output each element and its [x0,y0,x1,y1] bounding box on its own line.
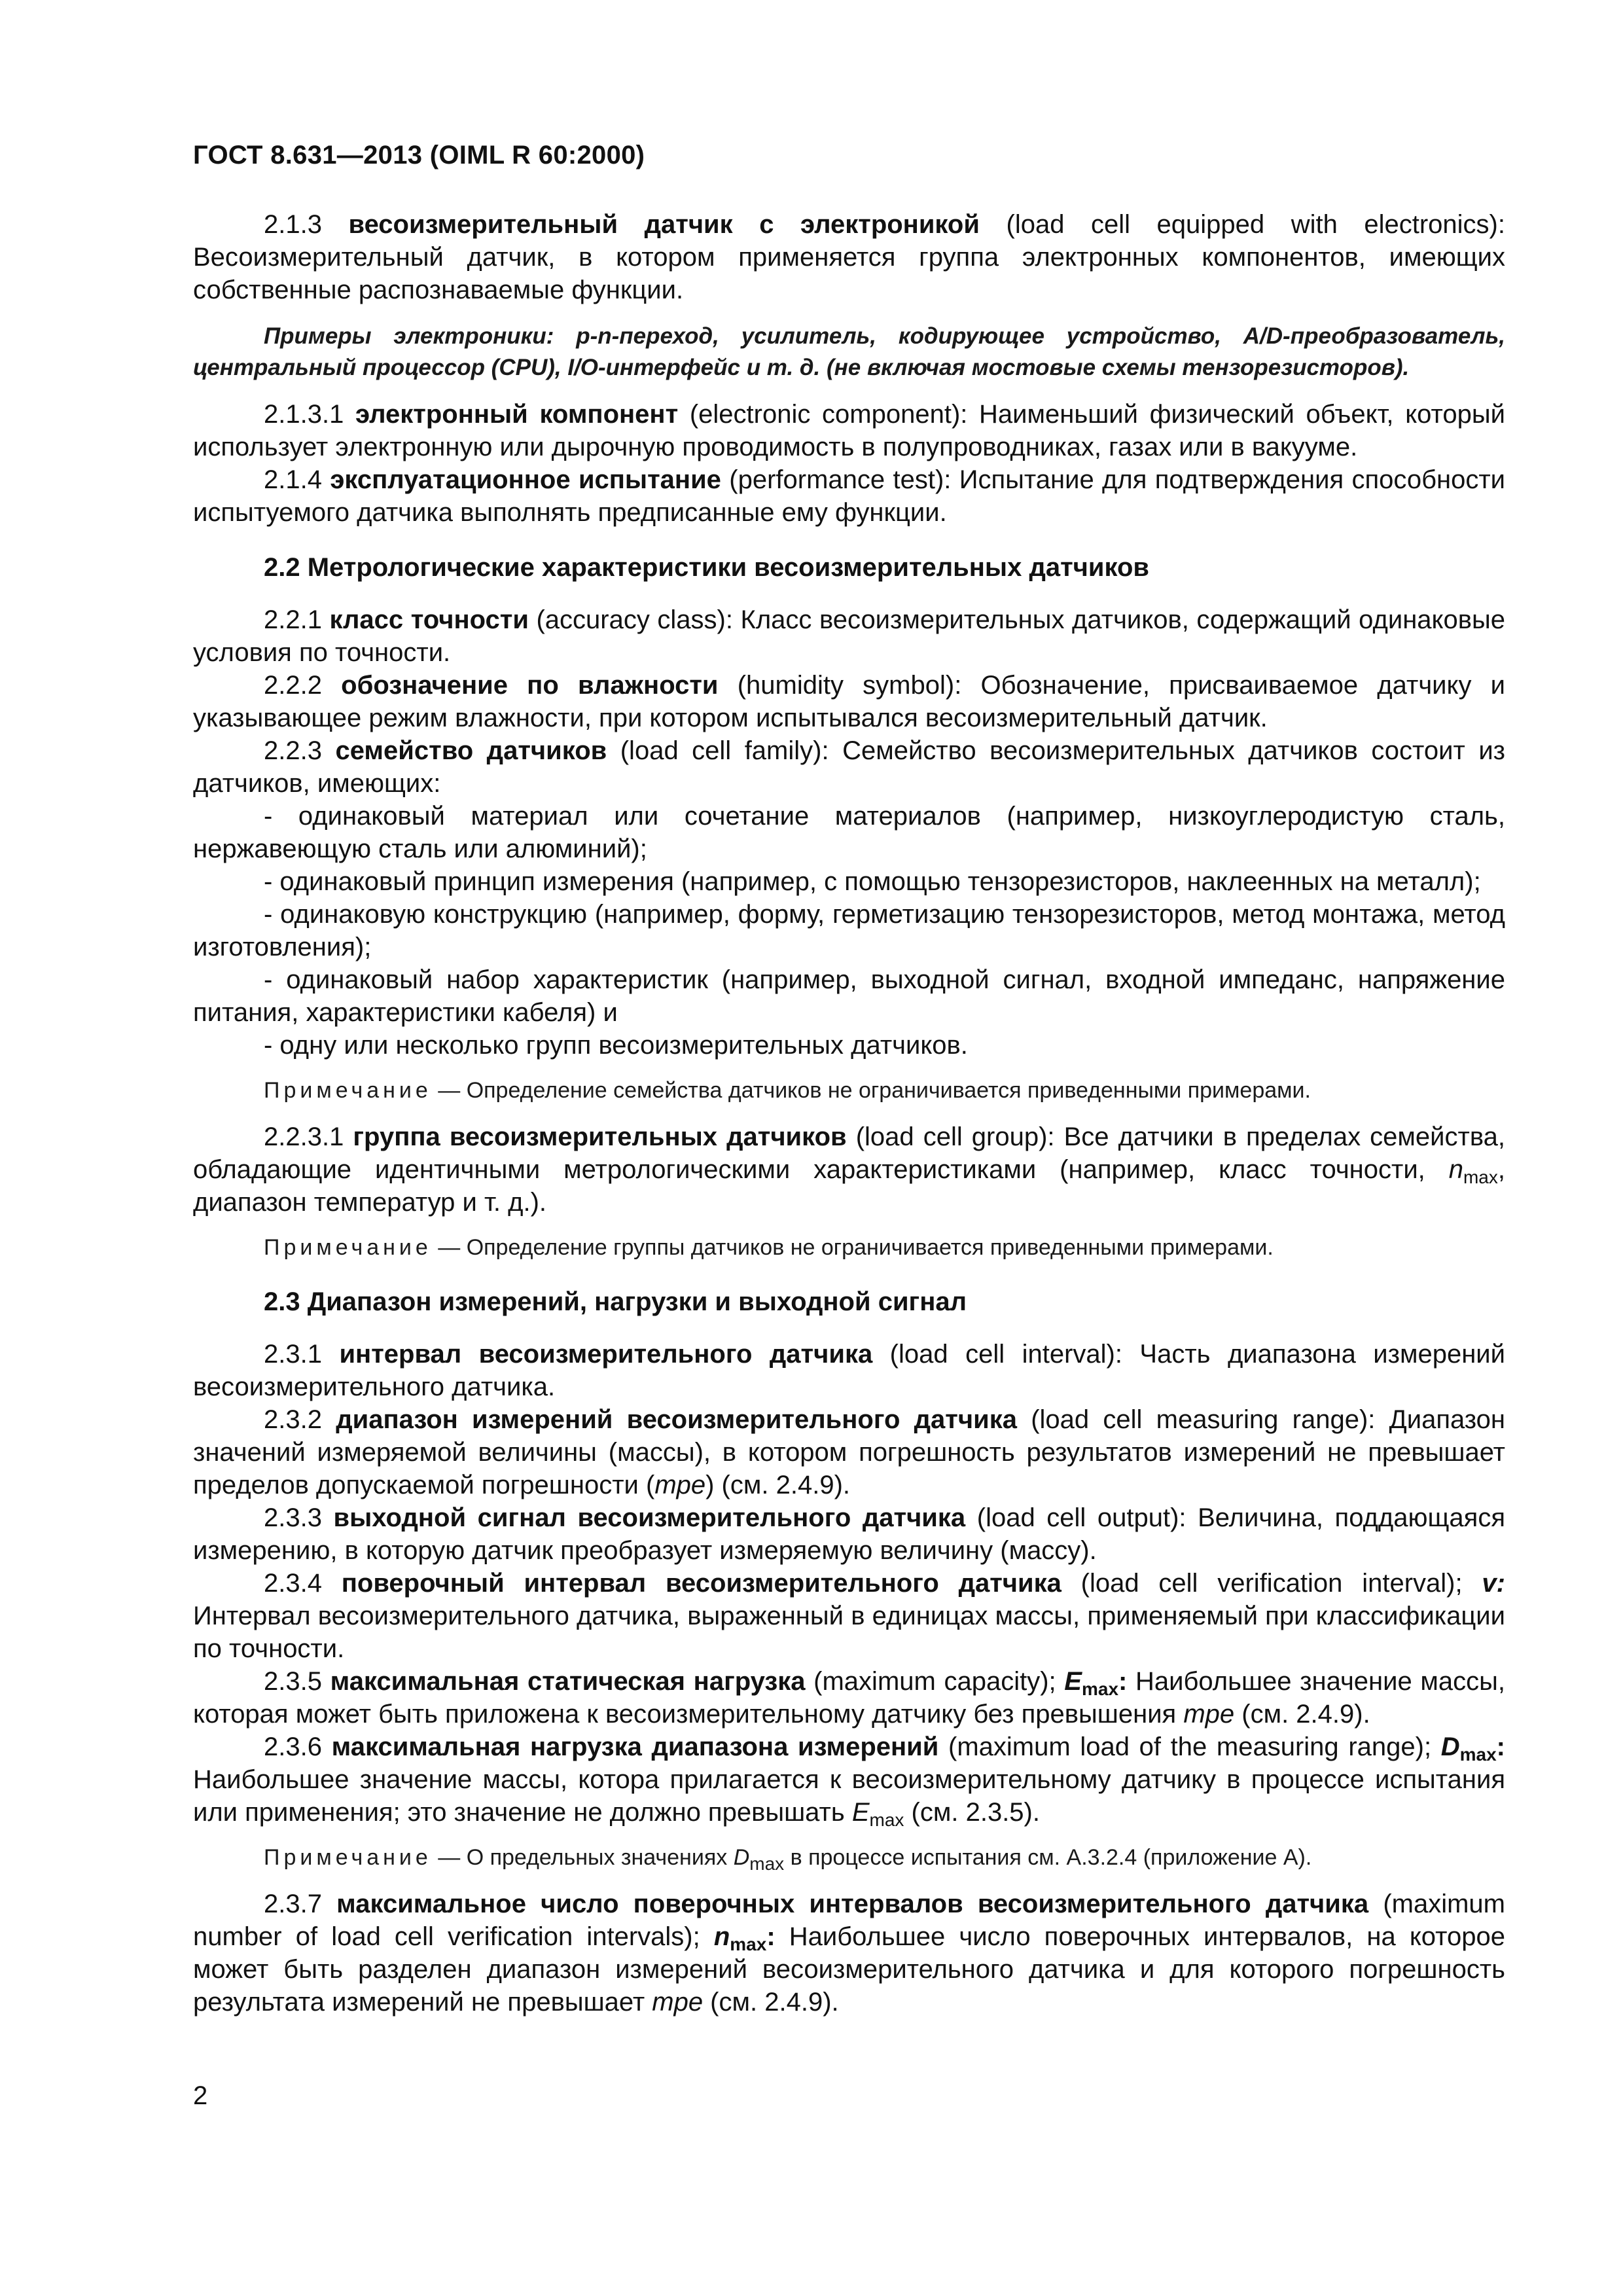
clause-2-3-4 [193,1567,1505,1665]
clause-text: , диапазон температур и т. д.). [193,1155,1505,1217]
clause-number: 2.3.5 [264,1667,322,1696]
note-text: — О предельных значениях [431,1845,734,1870]
clause-text: (load cell measuring range): Диапазон значений измеряемой величины (массы), в котором погрешность результатов измерений не превышает пределов допускаемой погрешности ( [193,1405,1506,1499]
page-number: 2 [193,2081,208,2110]
clause-number: 2.3.6 [264,1732,322,1761]
clause-text: Наибольшее число поверочных интервалов, на которое может быть разделен диапазон измерений весоизмерительного датчика и для которого погрешность результата измерений не превышает [193,1922,1505,2017]
subscript-max: max [869,1810,904,1830]
clause-term: поверочный интервал весоизмерительного датчика [341,1569,1061,1598]
subscript-max: max [730,1934,767,1954]
note-2-2-3-1 [193,1232,1505,1263]
clause-2-1-4 [193,463,1505,529]
clause-text: (maximum load of the measuring range); [938,1732,1441,1761]
list-item: - одинаковый принцип измерения (например, с помощью тензорезисторов, наклеенных на металл); [264,867,1481,896]
note-text: в процессе испытания см. А.3.2.4 (приложение А). [784,1845,1312,1870]
clause-2-2-3 [193,734,1505,800]
clause-term: выходной сигнал весоизмерительного датчика [333,1503,966,1532]
clause-2-3-6 [193,1731,1505,1829]
clause-text: (см. 2.4.9). [1234,1700,1370,1729]
clause-2-3-1 [193,1338,1505,1403]
symbol-v: v: [1482,1569,1505,1598]
note-label: Примечание [264,1078,432,1103]
clause-term: электронный компонент [355,400,679,429]
clause-text: (см. 2.3.5). [904,1798,1040,1827]
mpe-abbrev: mpe [652,1988,704,2017]
symbol-d: D [1440,1732,1460,1761]
list-item: - одну или несколько групп весоизмерительных датчиков. [264,1031,968,1060]
subscript-max: max [1463,1167,1498,1187]
clause-number: 2.3.1 [264,1340,322,1369]
clause-text: (performance test): Испытание для подтверждения способности испытуемого датчика выполнять предписанные ему функции. [193,465,1505,527]
clause-term: весоизмерительный датчик с электроникой [348,210,980,239]
list-item: - одинаковый набор характеристик (например, выходной сигнал, входной импеданс, напряжение питания, характеристики кабеля) и [193,965,1505,1027]
clause-number: 2.2.3.1 [264,1122,344,1151]
subscript-max: max [749,1854,785,1874]
section-2-2-heading: 2.2 Метрологические характеристики весоизмерительных датчиков [264,553,1150,582]
list-item: - одинаковую конструкцию (например, форму, герметизацию тензорезисторов, метод монтажа, метод изготовления); [193,900,1505,961]
clause-text: (humidity symbol): Обозначение, присваиваемое датчику и указывающее режим влажности, при котором испытывался весоизмерительный датчик. [193,671,1505,732]
clause-2-3-2 [193,1403,1505,1501]
symbol-e: E [1064,1667,1082,1696]
clause-2-1-3-1 [193,398,1505,463]
subscript-max: max [1081,1679,1119,1699]
clause-2-2-2 [193,669,1505,734]
clause-term: диапазон измерений весоизмерительного датчика [336,1405,1017,1434]
clause-term: максимальное число поверочных интервалов весоизмерительного датчика [336,1890,1369,1918]
clause-term: максимальная статическая нагрузка [330,1667,806,1696]
note-2-2-3 [193,1075,1505,1106]
clause-term: семейство датчиков [335,736,607,765]
clause-number: 2.1.3 [264,210,322,239]
mpe-abbrev: mpe [654,1471,706,1499]
subscript-max: max [1459,1744,1497,1765]
document-page [193,141,1505,2018]
clause-text: (load cell output): Величина, поддающаяся измерению, в которую датчик преобразует измеряемую величину (массу). [193,1503,1505,1565]
clause-text: (load cell verification interval); [1061,1569,1482,1598]
clause-number: 2.1.3.1 [264,400,344,429]
clause-term: группа весоизмерительных датчиков [353,1122,847,1151]
clause-term: класс точности [329,605,529,634]
document-header: ГОСТ 8.631—2013 (OIML R 60:2000) [193,141,645,170]
clause-text: (electronic component): Наименьший физический объект, который использует электронную или дырочную проводимость в полупроводниках, газах или в вакууме. [193,400,1505,461]
clause-number: 2.3.3 [264,1503,322,1532]
clause-2-1-3 [193,208,1505,306]
clause-number: 2.2.2 [264,671,322,700]
clause-text: Наибольшее значение массы, которая может быть приложена к весоизмерительному датчику без превышения [193,1667,1505,1729]
clause-number: 2.3.7 [264,1890,322,1918]
clause-text: (load cell group): Все датчики в пределах семейства, обладающие идентичными метрологическими характеристиками (например, класс точности, [193,1122,1505,1184]
clause-term: обозначение по влажности [341,671,719,700]
clause-text: (load cell family): Семейство весоизмерительных датчиков состоит из датчиков, имеющих: [193,736,1506,798]
clause-text: (load cell interval): Часть диапазона измерений весоизмерительного датчика. [193,1340,1505,1401]
clause-2-2-3-1 [193,1121,1505,1219]
clause-text: (accuracy class): Класс весоизмерительных датчиков, содержащий одинаковые условия по точности. [193,605,1505,667]
clause-text: (см. 2.4.9). [703,1988,839,2017]
section-2-3-heading: 2.3 Диапазон измерений, нагрузки и выходной сигнал [264,1287,967,1316]
note-text: — Определение семейства датчиков не ограничивается приведенными примерами. [431,1078,1311,1103]
symbol-n: n [1448,1155,1463,1184]
clause-text: (maximum capacity); [805,1667,1065,1696]
note-label: Примечание [264,1845,432,1870]
symbol-e: E [851,1798,870,1827]
note-label: Примечание [264,1235,432,1260]
clause-term: интервал весоизмерительного датчика [339,1340,873,1369]
clause-text: (load cell equipped with electronics): Весоизмерительный датчик, в котором применяется группа электронных компонентов, имеющих собственные распознаваемые функции. [193,210,1505,304]
clause-text: Интервал весоизмерительного датчика, выраженный в единицах массы, применяемый при классификации по точности. [193,1602,1505,1663]
clause-number: 2.1.4 [264,465,322,494]
colon: : [766,1922,776,1951]
clause-2-3-5 [193,1665,1505,1731]
clause-number: 2.2.1 [264,605,322,634]
clause-number: 2.3.2 [264,1405,322,1434]
clause-text: (maximum number of load cell verification intervals); [193,1890,1505,1951]
colon: : [1118,1667,1128,1696]
example-2-1-3: Примеры электроники: p-n-переход, усилитель, кодирующее устройство, A/D-преобразователь, центральный процессор (CPU), I/O-интерфейс и т. д. (не включая мостовые схемы тензорезисторов). [193,323,1505,380]
note-2-3-6 [193,1842,1505,1873]
clause-number: 2.3.4 [264,1569,322,1598]
clause-term: максимальная нагрузка диапазона измерений [331,1732,939,1761]
symbol-n: n [713,1922,730,1951]
clause-2-3-7 [193,1888,1505,2018]
clause-2-2-1 [193,603,1505,669]
clause-text: Наибольшее значение массы, котора прилагается к весоизмерительному датчику в процессе испытания или применения; это значение не должно превышать [193,1765,1505,1827]
mpe-abbrev: mpe [1183,1700,1235,1729]
clause-text: ) (см. 2.4.9). [705,1471,851,1499]
clause-number: 2.2.3 [264,736,322,765]
note-text: — Определение группы датчиков не ограничивается приведенными примерами. [431,1235,1274,1260]
symbol-d: D [733,1845,750,1870]
clause-term: эксплуатационное испытание [330,465,721,494]
list-item: - одинаковый материал или сочетание материалов (например, низкоуглеродистую сталь, нержавеющую сталь или алюминий); [193,802,1505,863]
colon: : [1496,1732,1505,1761]
clause-2-3-3 [193,1501,1505,1567]
